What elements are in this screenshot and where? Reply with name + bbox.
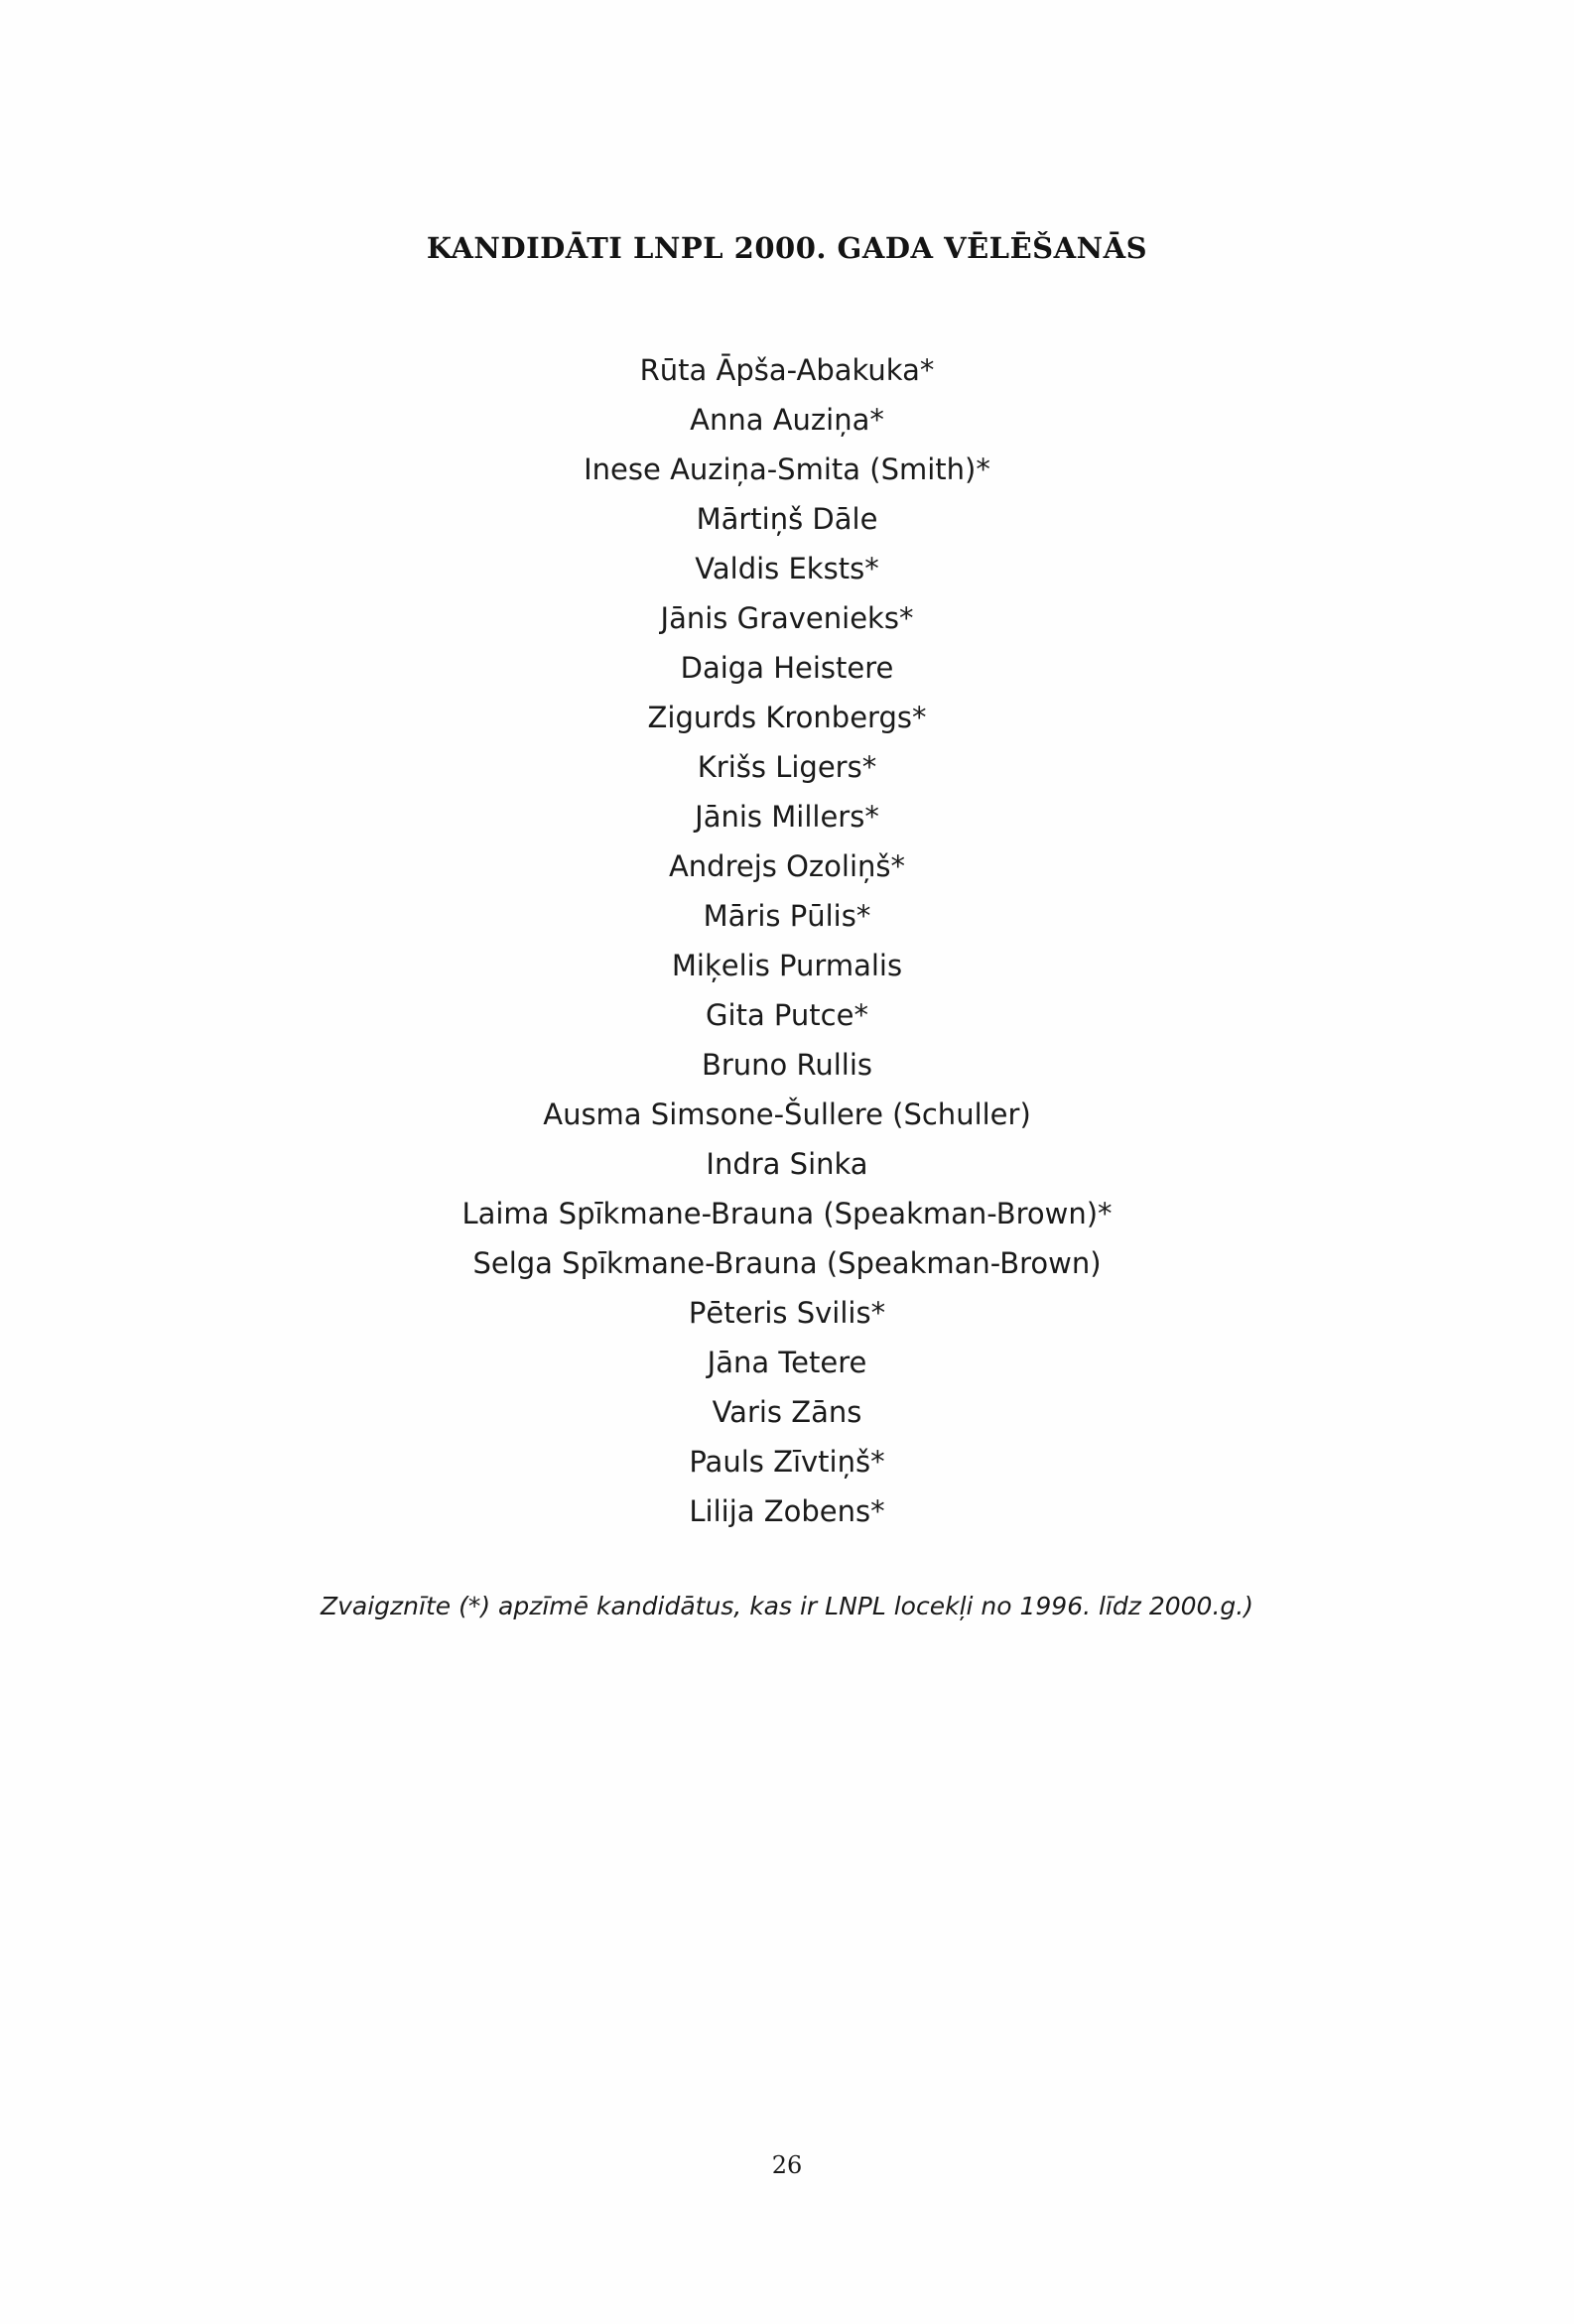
candidate-name: Zigurds Kronbergs* xyxy=(647,701,927,734)
candidate-name: Jānis Gravenieks* xyxy=(660,601,914,635)
candidate-name: Bruno Rullis xyxy=(701,1048,873,1082)
candidate-list xyxy=(0,345,1574,1536)
candidate-name: Anna Auziņa* xyxy=(690,403,884,437)
candidate-name: Lilija Zobens* xyxy=(689,1494,885,1528)
candidate-name: Inese Auziņa-Smita (Smith)* xyxy=(584,452,990,486)
candidate-name: Indra Sinka xyxy=(706,1147,868,1181)
candidate-name: Jāna Tetere xyxy=(707,1346,867,1379)
candidate-name: Gita Putce* xyxy=(706,998,868,1032)
candidate-name: Mārtiņš Dāle xyxy=(696,502,878,536)
candidate-name: Rūta Āpša-Abakuka* xyxy=(639,353,935,387)
candidate-name: Pauls Zīvtiņš* xyxy=(689,1445,885,1479)
candidate-name: Krišs Ligers* xyxy=(697,750,877,784)
footnote: Zvaigznīte (*) apzīmē kandidātus, kas ir LNPL locekļi no 1996. līdz 2000.g.) xyxy=(321,1592,1253,1620)
page-number: 26 xyxy=(771,2151,803,2179)
candidate-name: Valdis Eksts* xyxy=(695,552,879,585)
candidate-name: Miķelis Purmalis xyxy=(671,949,903,982)
candidate-name: Daiga Heistere xyxy=(680,651,894,685)
candidate-name: Andrejs Ozoliņš* xyxy=(668,849,906,883)
candidate-name: Selga Spīkmane-Brauna (Speakman-Brown) xyxy=(472,1246,1102,1280)
candidate-name: Pēteris Svilis* xyxy=(688,1296,886,1330)
page-title: KANDIDĀTI LNPL 2000. GADA VĒLĒŠANĀS xyxy=(426,231,1148,265)
candidate-name: Ausma Simsone-Šullere (Schuller) xyxy=(543,1097,1031,1131)
candidate-name: Māris Pūlis* xyxy=(703,899,871,933)
candidate-name: Jānis Millers* xyxy=(695,800,879,834)
candidate-name: Varis Zāns xyxy=(712,1395,862,1429)
candidate-name: Laima Spīkmane-Brauna (Speakman-Brown)* xyxy=(461,1197,1113,1230)
